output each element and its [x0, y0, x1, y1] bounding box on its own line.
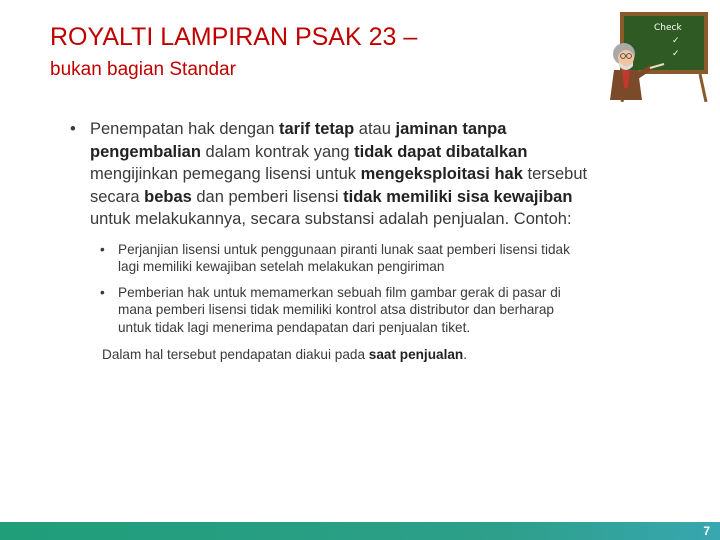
emphasized-text: jaminan tanpa pengembalian	[90, 120, 507, 161]
emphasized-text: saat penjualan	[368, 347, 464, 363]
body-text-run: untuk melakukannya, secara substansi adalah penjualan. Contoh:	[90, 210, 572, 228]
slide-title: ROYALTI LAMPIRAN PSAK 23 –	[50, 23, 418, 51]
body-text-run: Penempatan hak dengan	[90, 120, 279, 138]
sub-bullet-1	[70, 241, 590, 276]
body-text-run: Dalam hal tersebut pendapatan diakui pada	[102, 347, 369, 363]
teacher-chalkboard-clipart	[606, 8, 710, 102]
sub-bullet-marker: •	[100, 241, 105, 257]
sub-bullet-marker: •	[100, 284, 105, 300]
body-text-run: mengijinkan pemegang lisensi untuk	[90, 165, 361, 183]
emphasized-text: tidak dapat dibatalkan	[354, 142, 528, 161]
slide-subtitle: bukan bagian Standar	[50, 59, 236, 80]
body-text-run: dalam kontrak yang	[200, 142, 355, 161]
bullet-marker: •	[70, 120, 76, 138]
sub-bullet-2	[70, 284, 590, 337]
closing-statement	[70, 346, 590, 364]
page-number: 7	[703, 524, 710, 538]
emphasized-text: tidak memiliki sisa kewajiban	[343, 187, 573, 206]
body-text-run: .	[463, 347, 467, 363]
chalkboard-check-1: ✓	[672, 36, 680, 46]
main-bullet	[70, 118, 590, 231]
emphasized-text: bebas	[144, 187, 192, 206]
sub-bullet-text-2: Pemberian hak untuk memamerkan sebuah film gambar gerak di pasar di mana pemberi lisensi tidak memiliki kontrol atsa distributor dan berharap untuk tidak lagi menerima pendapatan dari penjualan tiket.	[118, 284, 561, 335]
emphasized-text: mengeksploitasi hak	[360, 165, 523, 183]
sub-bullet-text-1: Perjanjian lisensi untuk penggunaan piranti lunak saat pemberi lisensi tidak lagi memiliki kewajiban setelah melakukan pengiriman	[118, 241, 570, 275]
chalkboard-check-2: ✓	[672, 49, 680, 59]
footer-bar	[0, 522, 720, 540]
slide-body	[70, 118, 590, 364]
main-bullet-text	[90, 120, 587, 228]
body-text-run: atau	[354, 120, 396, 138]
body-text-run: dan pemberi lisensi	[191, 187, 344, 206]
chalkboard-word: Check	[654, 23, 682, 33]
emphasized-text: tarif tetap	[279, 120, 355, 138]
body-text-run: tersebut secara	[90, 165, 588, 206]
